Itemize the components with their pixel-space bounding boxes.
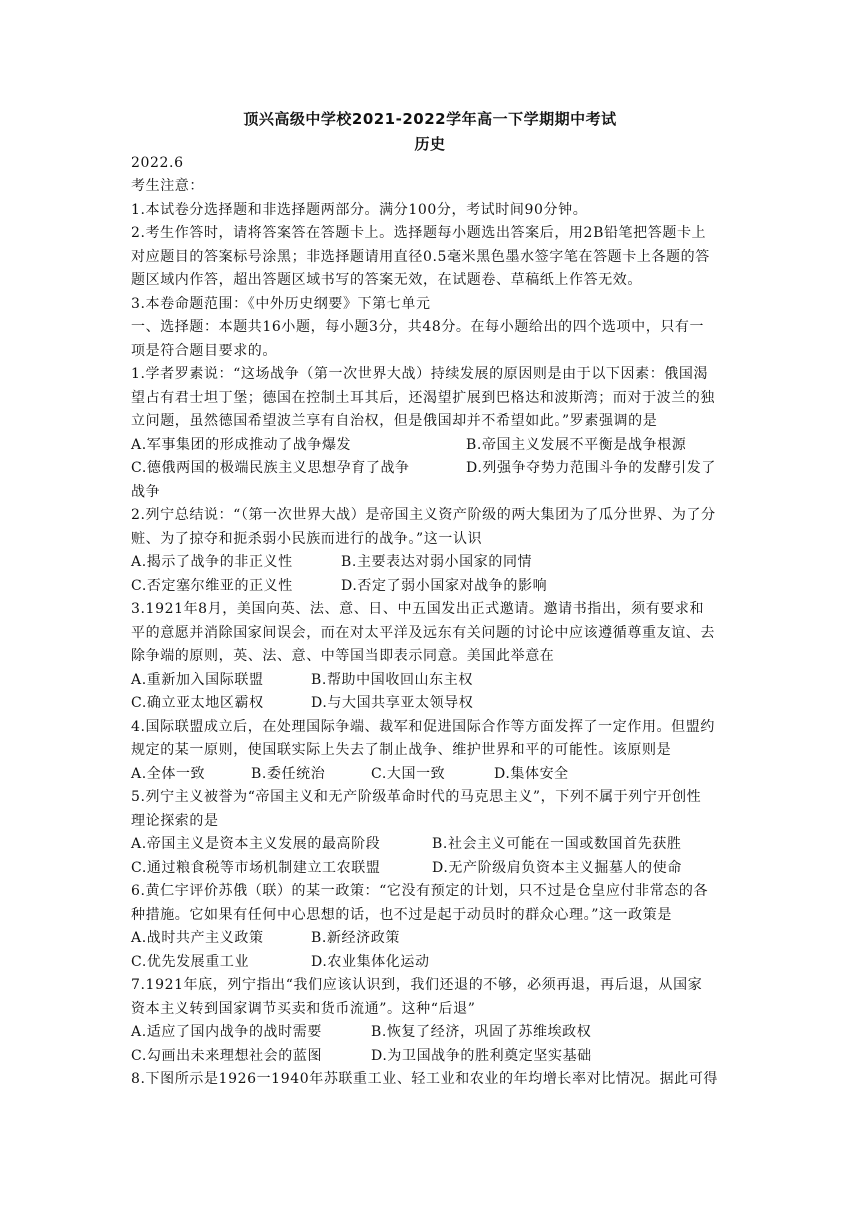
question-stem: 7.1921年底，列宁指出“我们应该认识到，我们还退的不够，必须再退，再后退，从国家 xyxy=(131,977,703,993)
question-stem: 资本主义转到国家调节买卖和货币流通”。这种“后退” xyxy=(131,1001,476,1017)
question-stem: 规定的某一原则，使国联实际上失去了制止战争、维护世界和平的可能性。该原则是 xyxy=(131,742,672,758)
option-d: D.农业集体化运动 xyxy=(311,954,430,970)
section-heading: 一、选择题：本题共16小题，每小题3分，共48分。在每小题给出的四个选项中，只有一 xyxy=(131,319,705,335)
question-stem: 8.下图所示是1926一1940年苏联重工业、轻工业和农业的年均增长率对比情况。据此可得 xyxy=(131,1071,719,1087)
option-a: A.全体一致 xyxy=(131,766,206,782)
option-a: A.战时共产主义政策 xyxy=(131,930,264,946)
option-d: D.否定了弱小国家对战争的影响 xyxy=(341,578,548,594)
question-stem: 3.1921年8月，美国向英、法、意、日、中五国发出正式邀请。邀请书指出，须有要求和 xyxy=(131,601,705,617)
option-d: D.集体安全 xyxy=(494,766,569,782)
question-stem: 种措施。它如果有任何中心思想的话，也不过是起于动员时的群众心理。”这一政策是 xyxy=(131,907,672,923)
option-d: D.与大国共享亚太领导权 xyxy=(311,695,474,711)
option-b: B.帮助中国收回山东主权 xyxy=(311,672,473,688)
option-c: C.勾画出未来理想社会的蓝图 xyxy=(131,1048,323,1064)
question-stem: 赃、为了掠夺和扼杀弱小民族而进行的战争。”这一认识 xyxy=(131,531,483,547)
question-stem: 望占有君士坦丁堡；德国在控制土耳其后，还渴望扩展到巴格达和波斯湾；而对于波兰的独 xyxy=(131,390,715,406)
option-c: C.德俄两国的极端民族主义思想孕育了战争 xyxy=(131,460,410,476)
question-stem: 平的意愿并消除国家间误会，而在对太平洋及远东有关问题的讨论中应该遵循尊重友谊、去 xyxy=(131,625,715,641)
option-b: B.委任统治 xyxy=(251,766,326,782)
option-a: A.适应了国内战争的战时需要 xyxy=(131,1024,322,1040)
option-c: C.否定塞尔维亚的正义性 xyxy=(131,578,293,594)
option-c: C.优先发展重工业 xyxy=(131,954,250,970)
option-a: A.重新加入国际联盟 xyxy=(131,672,264,688)
option-c: C.大国一致 xyxy=(371,766,446,782)
option-c: C.通过粮食税等市场机制建立工农联盟 xyxy=(131,860,381,876)
exam-title: 顶兴高级中学校2021-2022学年高一下学期期中考试 xyxy=(243,110,617,128)
notice-line: 对应题目的答案标号涂黑；非选择题请用直径0.5毫米黑色墨水签字笔在答题卡上各题的答 xyxy=(131,249,710,265)
question-stem: 理论探索的是 xyxy=(131,813,219,829)
option-b: B.帝国主义发展不平衡是战争根源 xyxy=(466,437,687,453)
notice-line: 3.本卷命题范围：《中外历史纲要》下第七单元 xyxy=(131,296,431,312)
question-stem: 5.列宁主义被誉为“帝国主义和无产阶级革命时代的马克思主义”，下列不属于列宁开创性 xyxy=(131,789,702,805)
question-stem: 立问题，虽然德国希望波兰享有自治权，但是俄国却并不希望如此。”罗素强调的是 xyxy=(131,413,658,429)
notice-line: 1.本试卷分选择题和非选择题两部分。满分100分，考试时间90分钟。 xyxy=(131,202,588,218)
notice-heading: 考生注意： xyxy=(131,178,204,194)
option-d: D.无产阶级肩负资本主义掘墓人的使命 xyxy=(432,860,682,876)
question-stem: 4.国际联盟成立后，在处理国际争端、裁军和促进国际合作等方面发挥了一定作用。但盟约 xyxy=(131,719,715,735)
option-b: B.新经济政策 xyxy=(311,930,400,946)
section-heading: 项是符合题目要求的。 xyxy=(131,343,277,359)
question-stem: 除争端的原则，英、法、意、中等国当即表示同意。美国此举意在 xyxy=(131,648,555,664)
option-a: A.军事集团的形成推动了战争爆发 xyxy=(131,437,352,453)
option-b: B.恢复了经济，巩固了苏维埃政权 xyxy=(371,1024,592,1040)
question-stem: 6.黄仁宇评价苏俄（联）的某一政策：“它没有预定的计划，只不过是仓皇应付非常态的各 xyxy=(131,883,709,899)
notice-line: 题区域内作答，超出答题区域书写的答案无效，在试题卷、草稿纸上作答无效。 xyxy=(131,272,642,288)
option-c: C.确立亚太地区霸权 xyxy=(131,695,264,711)
option-d-continued: 战争 xyxy=(131,484,161,500)
notice-line: 2.考生作答时，请将答案答在答题卡上。选择题每小题选出答案后，用2B铅笔把答题卡上 xyxy=(131,225,707,241)
option-a: A.揭示了战争的非正义性 xyxy=(131,554,293,570)
question-stem: 1.学者罗素说：“这场战争（第一次世界大战）持续发展的原因则是由于以下因素：俄国渴 xyxy=(131,366,709,382)
option-d: D.为卫国战争的胜利奠定坚实基础 xyxy=(371,1048,592,1064)
option-a: A.帝国主义是资本主义发展的最高阶段 xyxy=(131,836,381,852)
option-b: B.主要表达对弱小国家的同情 xyxy=(341,554,533,570)
exam-date: 2022.6 xyxy=(131,155,184,171)
option-b: B.社会主义可能在一国或数国首先获胜 xyxy=(432,836,682,852)
question-stem: 2.列宁总结说：“（第一次世界大战）是帝国主义资产阶级的两大集团为了瓜分世界、为了分 xyxy=(131,507,716,523)
subject-title: 历史 xyxy=(414,135,446,153)
option-d: D.列强争夺势力范围斗争的发酵引发了 xyxy=(466,460,716,476)
